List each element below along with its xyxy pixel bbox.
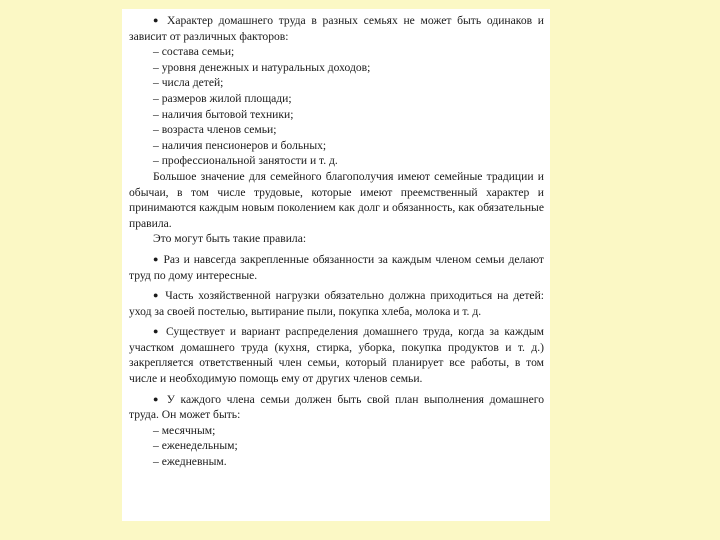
- list-item: – размеров жилой площади;: [153, 91, 292, 105]
- factors-list: [129, 44, 544, 169]
- list-item: – наличия бытовой техники;: [153, 107, 294, 121]
- rule-text: Раз и навсегда закрепленные обязанности за каждым членом семьи делают труд по дому интересные.: [129, 252, 545, 282]
- rule-text: У каждого члена семьи должен быть свой план выполнения домашнего труда. Он может быть:: [129, 392, 544, 422]
- list-item: – возраста членов семьи;: [153, 123, 277, 137]
- bullet-icon: ●: [153, 326, 161, 337]
- bullet-icon: ●: [153, 15, 162, 25]
- rule-paragraph: [129, 288, 544, 319]
- document-page: [122, 9, 550, 521]
- bullet-icon: ●: [153, 393, 162, 404]
- traditions-paragraph: Большое значение для семейного благополучия имеют семейные традиции и обычаи, в том числе трудовые, которые имеют преемственный характер и принимаются каждым новым поколением как долг и обязанность, как обязательные правила.: [129, 169, 544, 230]
- list-item: – состава семьи;: [153, 45, 235, 59]
- bullet-icon: ●: [153, 253, 160, 264]
- list-item: – наличия пенсионеров и больных;: [153, 138, 327, 152]
- rule-paragraph: [129, 252, 544, 283]
- bullet-icon: ●: [153, 290, 161, 301]
- rule-paragraph: [129, 392, 544, 423]
- list-item: – уровня денежных и натуральных доходов;: [153, 60, 371, 74]
- list-item: – числа детей;: [153, 76, 224, 90]
- intro-text: Характер домашнего труда в разных семьях не может быть одинаков и зависит от различных факторов:: [129, 14, 544, 43]
- rule-text: Часть хозяйственной нагрузки обязательно должна приходиться на детей: уход за своей постелью, вытирание пыли, покупка хлеба, молока и т. д.: [129, 289, 544, 318]
- list-item: – профессиональной занятости и т. д.: [153, 154, 338, 168]
- rules-intro: Это могут быть такие правила:: [153, 232, 307, 246]
- intro-paragraph: [129, 13, 544, 44]
- list-item: – ежедневным.: [153, 455, 227, 469]
- list-item: – еженедельным;: [153, 439, 238, 453]
- list-item: – месячным;: [153, 423, 216, 437]
- rule-text: Существует и вариант распределения домашнего труда, когда за каждым участком домашнего труда (кухня, стирка, уборка, покупка продуктов и т. д.) закрепляется ответственный член семьи, который планирует все работы, в том числе и необходимую помощь ему от других членов семьи.: [129, 325, 544, 386]
- plan-list: [129, 423, 544, 470]
- rule-paragraph: [129, 324, 544, 386]
